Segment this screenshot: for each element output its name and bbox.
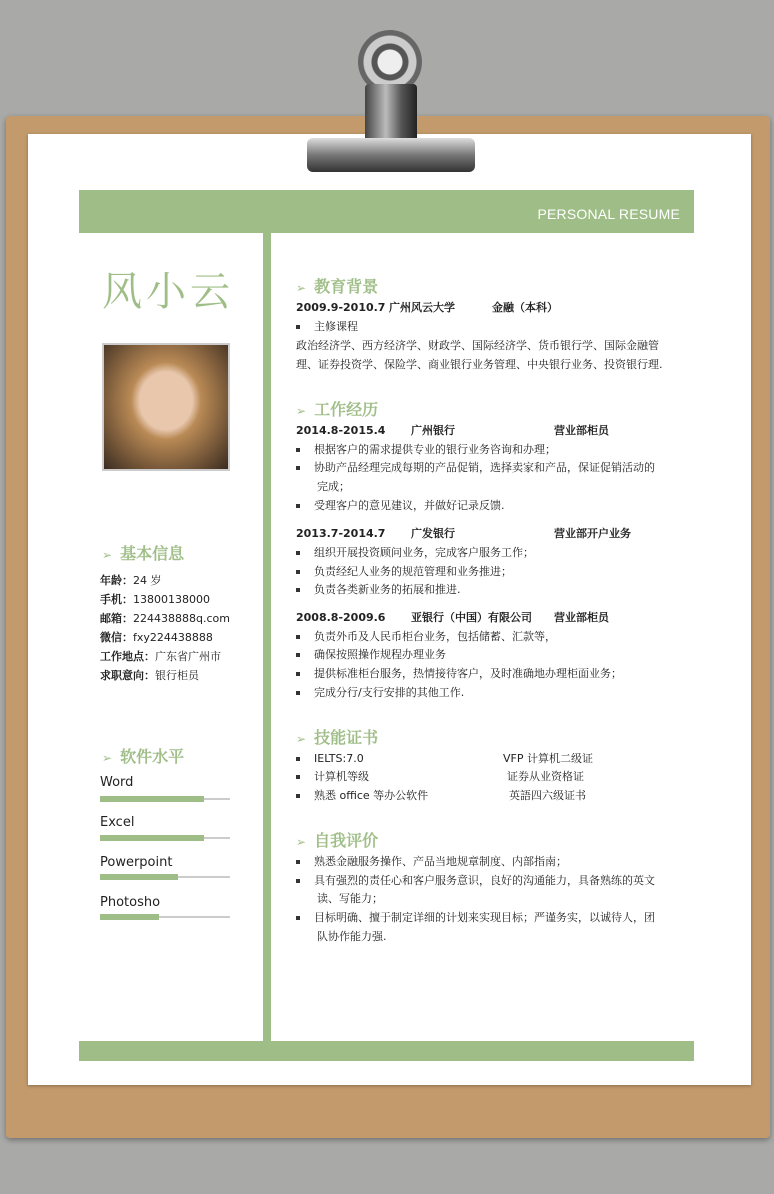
- self-evaluation-item: 读、写能力；: [317, 892, 383, 905]
- software-level-fill: [100, 796, 204, 802]
- education-school: 广州风云大学: [389, 301, 455, 314]
- section-title: 软件水平: [120, 747, 185, 766]
- software-level-fill: [100, 835, 204, 841]
- courses-text: 政治经济学、西方经济学、财政学、国际经济学、货币银行学、国际金融管: [296, 339, 659, 352]
- course-label: 主修课程: [296, 317, 358, 336]
- candidate-name: 风小云: [102, 269, 234, 315]
- job-duty: 协助产品经理完成每期的产品促销，选择卖家和产品，保证促销活动的: [296, 458, 655, 477]
- job-duty: 提供标准柜台服务，热情接待客户，及时准确地办理柜面业务；: [296, 664, 622, 683]
- info-row: [100, 647, 230, 666]
- section-certificates: [296, 725, 378, 748]
- arrow-icon: ➢: [296, 835, 307, 849]
- self-evaluation-item: 具有强烈的责任心和客户服务意识，良好的沟通能力，具备熟练的英文: [296, 871, 655, 890]
- software-name: Excel: [100, 815, 135, 830]
- basic-info-list: [100, 571, 230, 685]
- section-title: 工作经历: [314, 400, 379, 419]
- job-period: 2014.8-2015.4: [296, 424, 386, 437]
- certificate-item: IELTS:7.0: [296, 749, 364, 768]
- certificate-item: 熟悉 office 等办公软件: [296, 786, 428, 805]
- binder-clip-icon: [365, 84, 417, 144]
- arrow-icon: ➢: [296, 281, 307, 295]
- section-title: 教育背景: [314, 277, 379, 296]
- job-duty: 负责经纪人业务的规范管理和业务推进；: [296, 562, 512, 581]
- info-key: 求职意向：: [100, 669, 155, 682]
- section-title: 基本信息: [120, 544, 185, 563]
- info-key: 邮箱：: [100, 612, 133, 625]
- footer-bar: [79, 1041, 694, 1061]
- info-value: 银行柜员: [155, 669, 199, 682]
- info-row: [100, 609, 230, 628]
- certificate-item: VFP 计算机二级证: [503, 752, 593, 765]
- arrow-icon: ➢: [102, 548, 113, 562]
- education-major: 金融（本科）: [492, 301, 558, 314]
- header-bar: [79, 190, 694, 233]
- job-duty: 根据客户的需求提供专业的银行业务咨询和办理；: [296, 440, 556, 459]
- info-row: [100, 628, 230, 647]
- job-company: 广州银行: [411, 424, 455, 437]
- software-level-bar: [100, 876, 230, 878]
- section-software: [102, 744, 184, 767]
- info-value: 广东省广州市: [155, 650, 221, 663]
- job-position: 营业部柜员: [554, 424, 609, 437]
- info-key: 年龄：: [100, 574, 133, 587]
- software-level-bar: [100, 916, 230, 918]
- job-duty: 完成；: [317, 480, 350, 493]
- arrow-icon: ➢: [296, 404, 307, 418]
- software-name: Powerpoint: [100, 855, 173, 870]
- info-key: 手机：: [100, 593, 133, 606]
- job-position: 营业部柜员: [554, 611, 609, 624]
- education-period: 2009.9-2010.7: [296, 301, 386, 314]
- software-level-fill: [100, 914, 159, 920]
- job-duty: 完成分行/支行安排的其他工作.: [296, 683, 464, 702]
- job-position: 营业部开户业务: [554, 527, 631, 540]
- info-key: 微信：: [100, 631, 133, 644]
- resume-title: PERSONAL RESUME: [537, 206, 680, 222]
- software-name: Word: [100, 775, 134, 790]
- arrow-icon: ➢: [102, 751, 113, 765]
- section-work: [296, 397, 378, 420]
- job-company: 亚银行（中国）有限公司: [411, 611, 532, 624]
- software-name: Photosho: [100, 895, 161, 910]
- job-period: 2008.8-2009.6: [296, 611, 386, 624]
- avatar: [102, 343, 230, 471]
- software-level-bar: [100, 798, 230, 800]
- info-row: [100, 571, 230, 590]
- section-self-evaluation: [296, 828, 378, 851]
- info-value: 24 岁: [133, 574, 162, 587]
- arrow-icon: ➢: [296, 732, 307, 746]
- courses-text: 理、证券投资学、保险学、商业银行业务管理、中央银行业务、投资银行理.: [296, 358, 663, 371]
- software-level-fill: [100, 874, 178, 880]
- binder-clip-base-icon: [307, 138, 475, 172]
- job-duty: 负责各类新业务的拓展和推进.: [296, 580, 461, 599]
- self-evaluation-item: 队协作能力强.: [317, 930, 387, 943]
- job-duty: 确保按照操作规程办理业务: [296, 645, 446, 664]
- column-divider: [263, 233, 271, 1041]
- section-basic-info: [102, 541, 184, 564]
- job-duty: 受理客户的意见建议，并做好记录反馈.: [296, 496, 505, 515]
- job-duty: 组织开展投资顾问业务，完成客户服务工作；: [296, 543, 534, 562]
- info-row: [100, 590, 230, 609]
- self-evaluation-item: 熟悉金融服务操作、产品当地规章制度、内部指南；: [296, 852, 567, 871]
- section-education: [296, 274, 378, 297]
- info-value: fxy224438888: [133, 631, 213, 644]
- job-period: 2013.7-2014.7: [296, 527, 386, 540]
- certificate-item: 英語四六级证书: [509, 789, 586, 802]
- self-evaluation-item: 目标明确、擅于制定详细的计划来实现目标；严谨务实，以诚待人，团: [296, 908, 655, 927]
- section-title: 技能证书: [314, 728, 379, 747]
- info-row: [100, 666, 230, 685]
- software-level-bar: [100, 837, 230, 839]
- job-company: 广发银行: [411, 527, 455, 540]
- info-key: 工作地点：: [100, 650, 155, 663]
- info-value: 13800138000: [133, 593, 210, 606]
- certificate-item: 证券从业资格证: [507, 770, 584, 783]
- section-title: 自我评价: [314, 831, 379, 850]
- info-value: 224438888q.com: [133, 612, 230, 625]
- certificate-item: 计算机等级: [296, 767, 369, 786]
- job-duty: 负责外币及人民币柜台业务，包括储蓄、汇款等，: [296, 627, 556, 646]
